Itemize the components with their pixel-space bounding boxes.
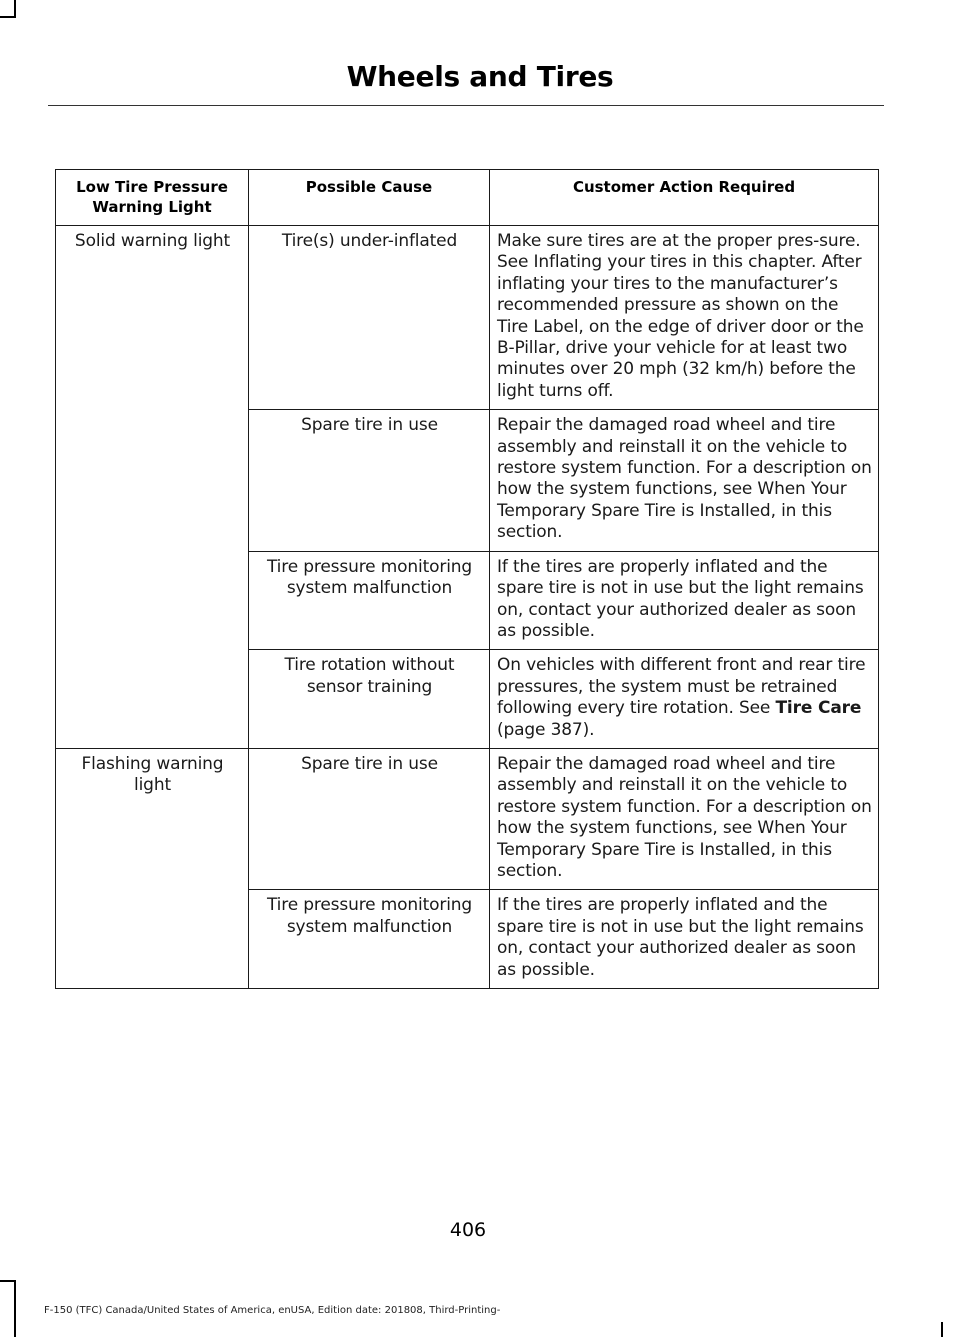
action-cell: Repair the damaged road wheel and tire assembly and reinstall it on the vehicle to restore system function. For a description on how the system functions, see When Your Temporary Spare Tire is Installed, in this section.: [490, 748, 879, 889]
action-cell: Repair the damaged road wheel and tire assembly and reinstall it on the vehicle to restore system function. For a description on how the system functions, see When Your Temporary Spare Tire is Installed, in this section.: [490, 410, 879, 551]
action-cell: [490, 650, 879, 749]
action-cell: Make sure tires are at the proper pres-sure. See Inflating your tires in this chapter. After inflating your tires to the manufacturer’s recommended pressure as shown on the Tire Label, on the edge of driver door or the B-Pillar, drive your vehicle for at least two minutes over 20 mph (32 km/h) before the light turns off.: [490, 226, 879, 410]
header-possible-cause: Possible Cause: [249, 170, 490, 226]
page-reference: (page 387).: [497, 719, 595, 740]
header-divider: [48, 105, 884, 106]
table-row: [56, 748, 879, 889]
header-warning-light: Low Tire Pressure Warning Light: [56, 170, 249, 226]
edition-footer: F-150 (TFC) Canada/United States of America, enUSA, Edition date: 201808, Third-Printing-: [44, 1305, 501, 1316]
action-cell: If the tires are properly inflated and the spare tire is not in use but the light remains on, contact your authorized dealer as soon as possible.: [490, 890, 879, 989]
crop-mark-bottom-left-horizontal: [0, 1280, 16, 1282]
crop-mark-bottom-right-vertical: [941, 1322, 943, 1337]
table-header-row: [56, 170, 879, 226]
cause-cell: Tire(s) under-inflated: [249, 226, 490, 410]
cause-cell: Tire pressure monitoring system malfunction: [249, 890, 490, 989]
tire-pressure-warning-table: [55, 169, 879, 989]
table-row: [56, 226, 879, 410]
warning-light-cell: Solid warning light: [56, 226, 249, 749]
page-number: 406: [449, 1219, 487, 1241]
cause-cell: Spare tire in use: [249, 410, 490, 551]
header-customer-action: Customer Action Required: [490, 170, 879, 226]
action-text: On vehicles with different front and rear tire pressures, the system must be retrained following every tire rotation. See: [497, 655, 866, 719]
cause-cell: Spare tire in use: [249, 748, 490, 889]
tire-care-reference-link[interactable]: Tire Care: [775, 698, 862, 719]
warning-light-cell: Flashing warning light: [56, 748, 249, 988]
action-cell: If the tires are properly inflated and the spare tire is not in use but the light remains on, contact your authorized dealer as soon as possible.: [490, 551, 879, 650]
crop-mark-bottom-left-vertical: [14, 1280, 16, 1337]
cause-cell: Tire pressure monitoring system malfunction: [249, 551, 490, 650]
crop-mark-top-left-horizontal: [0, 16, 16, 18]
cause-cell: Tire rotation without sensor training: [249, 650, 490, 749]
page-title: Wheels and Tires: [346, 60, 614, 93]
